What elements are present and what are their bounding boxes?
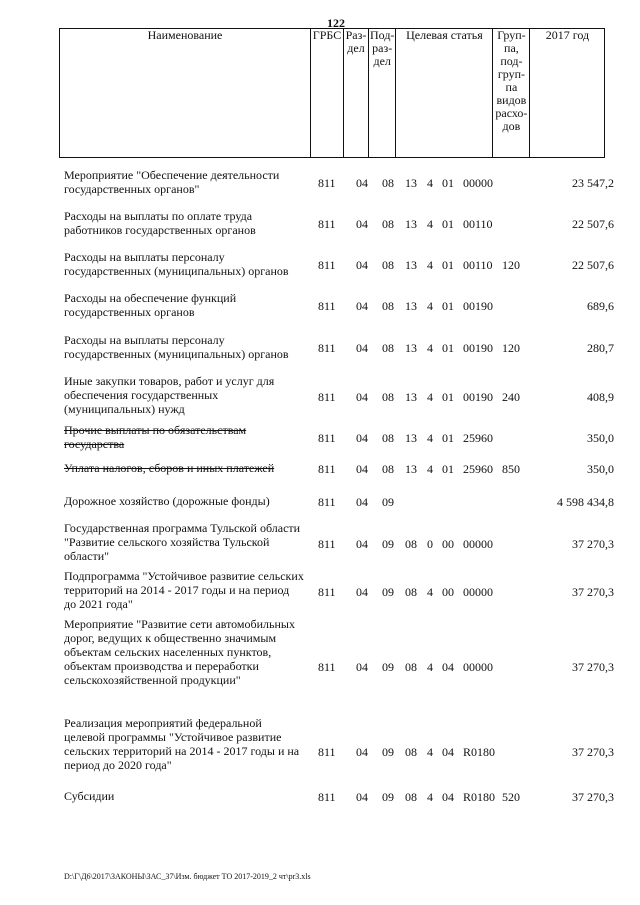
row-grbs: 811 xyxy=(318,341,336,355)
row-grbs: 811 xyxy=(318,584,336,599)
row-vr: 240 xyxy=(502,389,520,404)
row-name: Расходы на выплаты персоналу государственных (муниципальных) органов xyxy=(64,250,289,278)
row-razdel: 04 xyxy=(356,217,368,231)
row-podrazdel: 08 xyxy=(382,431,394,445)
row-name: Уплата налогов, сборов и иных платежей xyxy=(64,461,275,475)
row-grbs: 811 xyxy=(318,217,336,231)
row-podrazdel: 09 xyxy=(382,660,394,674)
row-program-code: 13 xyxy=(405,217,417,231)
row-event-code: 01 xyxy=(442,258,454,272)
row-direction-code: R0180 xyxy=(463,790,496,804)
table-row xyxy=(64,569,614,614)
header-name: Наименование xyxy=(60,29,311,158)
row-vr: 120 xyxy=(502,258,520,272)
row-razdel: 04 xyxy=(356,431,368,445)
table-row xyxy=(64,494,614,510)
row-event-code: 04 xyxy=(442,745,454,759)
row-subprogram-code: 0 xyxy=(427,536,433,551)
row-event-code: 01 xyxy=(442,217,454,231)
file-path-footer: D:\Г\Д6\2017\ЗАКОНЫ\ЗАС_37\Изм. бюджет ТО 2017-2019_2 чт\pr3.xls xyxy=(64,872,311,881)
row-program-code: 13 xyxy=(405,258,417,272)
row-sum: 37 270,3 xyxy=(572,584,614,599)
row-name: Расходы на выплаты по оплате труда работников государственных органов xyxy=(64,209,256,237)
row-direction-code: 00190 xyxy=(463,341,493,355)
row-grbs: 811 xyxy=(318,258,336,272)
row-sum: 280,7 xyxy=(587,341,614,355)
table-row xyxy=(64,333,614,363)
row-grbs: 811 xyxy=(318,431,336,445)
row-subprogram-code: 4 xyxy=(427,299,433,313)
row-program-code: 13 xyxy=(405,341,417,355)
row-program-code: 08 xyxy=(405,584,417,599)
row-razdel: 04 xyxy=(356,389,368,404)
row-subprogram-code: 4 xyxy=(427,389,433,404)
table-row xyxy=(64,789,614,805)
row-sum: 350,0 xyxy=(587,462,614,476)
row-grbs: 811 xyxy=(318,536,336,551)
header-tselevaya-statya: Целевая статья xyxy=(396,29,493,158)
row-program-code: 13 xyxy=(405,389,417,404)
row-name: Прочие выплаты по обязательствам государства xyxy=(64,423,247,451)
row-subprogram-code: 4 xyxy=(427,258,433,272)
row-vr: 850 xyxy=(502,462,520,476)
row-razdel: 04 xyxy=(356,790,368,804)
row-subprogram-code: 4 xyxy=(427,341,433,355)
row-subprogram-code: 4 xyxy=(427,431,433,445)
row-direction-code: 00190 xyxy=(463,389,493,404)
row-razdel: 04 xyxy=(356,176,368,190)
row-name: Подпрограмма "Устойчивое развитие сельских территорий на 2014 - 2017 годы и на период до 2021 года" xyxy=(64,569,304,611)
row-subprogram-code: 4 xyxy=(427,584,433,599)
row-razdel: 04 xyxy=(356,299,368,313)
row-grbs: 811 xyxy=(318,495,336,509)
row-sum: 37 270,3 xyxy=(572,745,614,759)
row-razdel: 04 xyxy=(356,660,368,674)
row-podrazdel: 08 xyxy=(382,462,394,476)
row-program-code: 13 xyxy=(405,431,417,445)
row-direction-code: 00000 xyxy=(463,536,493,551)
header-grbs: ГРБС xyxy=(311,29,344,158)
row-name: Расходы на выплаты персоналу государственных (муниципальных) органов xyxy=(64,333,289,361)
row-sum: 689,6 xyxy=(587,299,614,313)
row-direction-code: 00190 xyxy=(463,299,493,313)
table-row xyxy=(64,374,614,419)
row-name: Расходы на обеспечение функций государственных органов xyxy=(64,291,237,319)
row-event-code: 01 xyxy=(442,176,454,190)
table-header xyxy=(59,28,605,158)
page-number: 122 xyxy=(327,16,345,30)
row-grbs: 811 xyxy=(318,389,336,404)
row-podrazdel: 09 xyxy=(382,745,394,759)
row-podrazdel: 09 xyxy=(382,790,394,804)
row-subprogram-code: 4 xyxy=(427,176,433,190)
row-vr: 520 xyxy=(502,790,520,804)
row-event-code: 00 xyxy=(442,536,454,551)
row-razdel: 04 xyxy=(356,258,368,272)
row-razdel: 04 xyxy=(356,745,368,759)
row-podrazdel: 08 xyxy=(382,258,394,272)
table-row xyxy=(64,617,614,717)
table-row xyxy=(64,423,614,453)
row-sum: 37 270,3 xyxy=(572,660,614,674)
row-sum: 23 547,2 xyxy=(572,176,614,190)
row-razdel: 04 xyxy=(356,536,368,551)
row-name: Реализация мероприятий федеральной целевой программы "Устойчивое развитие сельских территорий на 2014 - 2017 годы и на период до 2020 года" xyxy=(64,716,300,772)
table-row xyxy=(64,209,614,239)
row-program-code: 13 xyxy=(405,176,417,190)
row-sum: 350,0 xyxy=(587,431,614,445)
row-event-code: 04 xyxy=(442,790,454,804)
header-razdel: Раз- дел xyxy=(344,29,369,158)
row-name: Субсидии xyxy=(64,789,115,803)
row-direction-code: 00000 xyxy=(463,176,493,190)
row-subprogram-code: 4 xyxy=(427,660,433,674)
row-direction-code: R0180 xyxy=(463,745,496,759)
row-podrazdel: 09 xyxy=(382,536,394,551)
row-event-code: 01 xyxy=(442,431,454,445)
row-direction-code: 00000 xyxy=(463,660,493,674)
row-grbs: 811 xyxy=(318,660,336,674)
table-row xyxy=(64,716,614,788)
row-direction-code: 25960 xyxy=(463,431,493,445)
row-name: Дорожное хозяйство (дорожные фонды) xyxy=(64,494,270,508)
row-program-code: 08 xyxy=(405,660,417,674)
row-podrazdel: 08 xyxy=(382,299,394,313)
row-event-code: 01 xyxy=(442,462,454,476)
row-podrazdel: 09 xyxy=(382,584,394,599)
row-direction-code: 00000 xyxy=(463,584,493,599)
row-razdel: 04 xyxy=(356,462,368,476)
row-vr: 120 xyxy=(502,341,520,355)
table-row xyxy=(64,250,614,280)
row-razdel: 04 xyxy=(356,584,368,599)
row-subprogram-code: 4 xyxy=(427,790,433,804)
row-direction-code: 25960 xyxy=(463,462,493,476)
row-event-code: 00 xyxy=(442,584,454,599)
row-event-code: 01 xyxy=(442,299,454,313)
header-podrazdel: Под- раз- дел xyxy=(369,29,396,158)
row-subprogram-code: 4 xyxy=(427,462,433,476)
row-event-code: 04 xyxy=(442,660,454,674)
row-podrazdel: 08 xyxy=(382,389,394,404)
row-sum: 37 270,3 xyxy=(572,790,614,804)
row-sum: 37 270,3 xyxy=(572,536,614,551)
row-grbs: 811 xyxy=(318,176,336,190)
row-event-code: 01 xyxy=(442,389,454,404)
row-name: Мероприятие "Обеспечение деятельности государственных органов" xyxy=(64,168,280,196)
row-sum: 22 507,6 xyxy=(572,258,614,272)
row-razdel: 04 xyxy=(356,495,368,509)
table-row xyxy=(64,461,614,477)
table-row xyxy=(64,291,614,321)
table-row xyxy=(64,521,614,566)
row-grbs: 811 xyxy=(318,462,336,476)
row-grbs: 811 xyxy=(318,745,336,759)
row-podrazdel: 08 xyxy=(382,341,394,355)
row-grbs: 811 xyxy=(318,299,336,313)
row-direction-code: 00110 xyxy=(463,258,493,272)
row-podrazdel: 09 xyxy=(382,495,394,509)
row-program-code: 08 xyxy=(405,536,417,551)
row-subprogram-code: 4 xyxy=(427,745,433,759)
row-podrazdel: 08 xyxy=(382,176,394,190)
row-direction-code: 00110 xyxy=(463,217,493,231)
row-subprogram-code: 4 xyxy=(427,217,433,231)
table-row xyxy=(64,168,614,198)
row-program-code: 13 xyxy=(405,299,417,313)
row-grbs: 811 xyxy=(318,790,336,804)
row-program-code: 13 xyxy=(405,462,417,476)
row-razdel: 04 xyxy=(356,341,368,355)
row-name: Государственная программа Тульской области "Развитие сельского хозяйства Тульской области" xyxy=(64,521,301,563)
row-sum: 22 507,6 xyxy=(572,217,614,231)
row-event-code: 01 xyxy=(442,341,454,355)
row-program-code: 08 xyxy=(405,745,417,759)
row-sum: 408,9 xyxy=(587,389,614,404)
row-name: Иные закупки товаров, работ и услуг для обеспечения государственных (муниципальных) нужд xyxy=(64,374,275,416)
row-sum: 4 598 434,8 xyxy=(557,495,614,509)
row-program-code: 08 xyxy=(405,790,417,804)
row-podrazdel: 08 xyxy=(382,217,394,231)
header-gruppa: Груп- па, под- груп- па видов расхо- дов xyxy=(493,29,530,158)
header-year: 2017 год xyxy=(530,29,605,158)
row-name: Мероприятие "Развитие сети автомобильных дорог, ведущих к общественно значимым объектам сельских населенных пунктов, объектам производства и переработки сельскохозяйственной продукции" xyxy=(64,617,295,687)
